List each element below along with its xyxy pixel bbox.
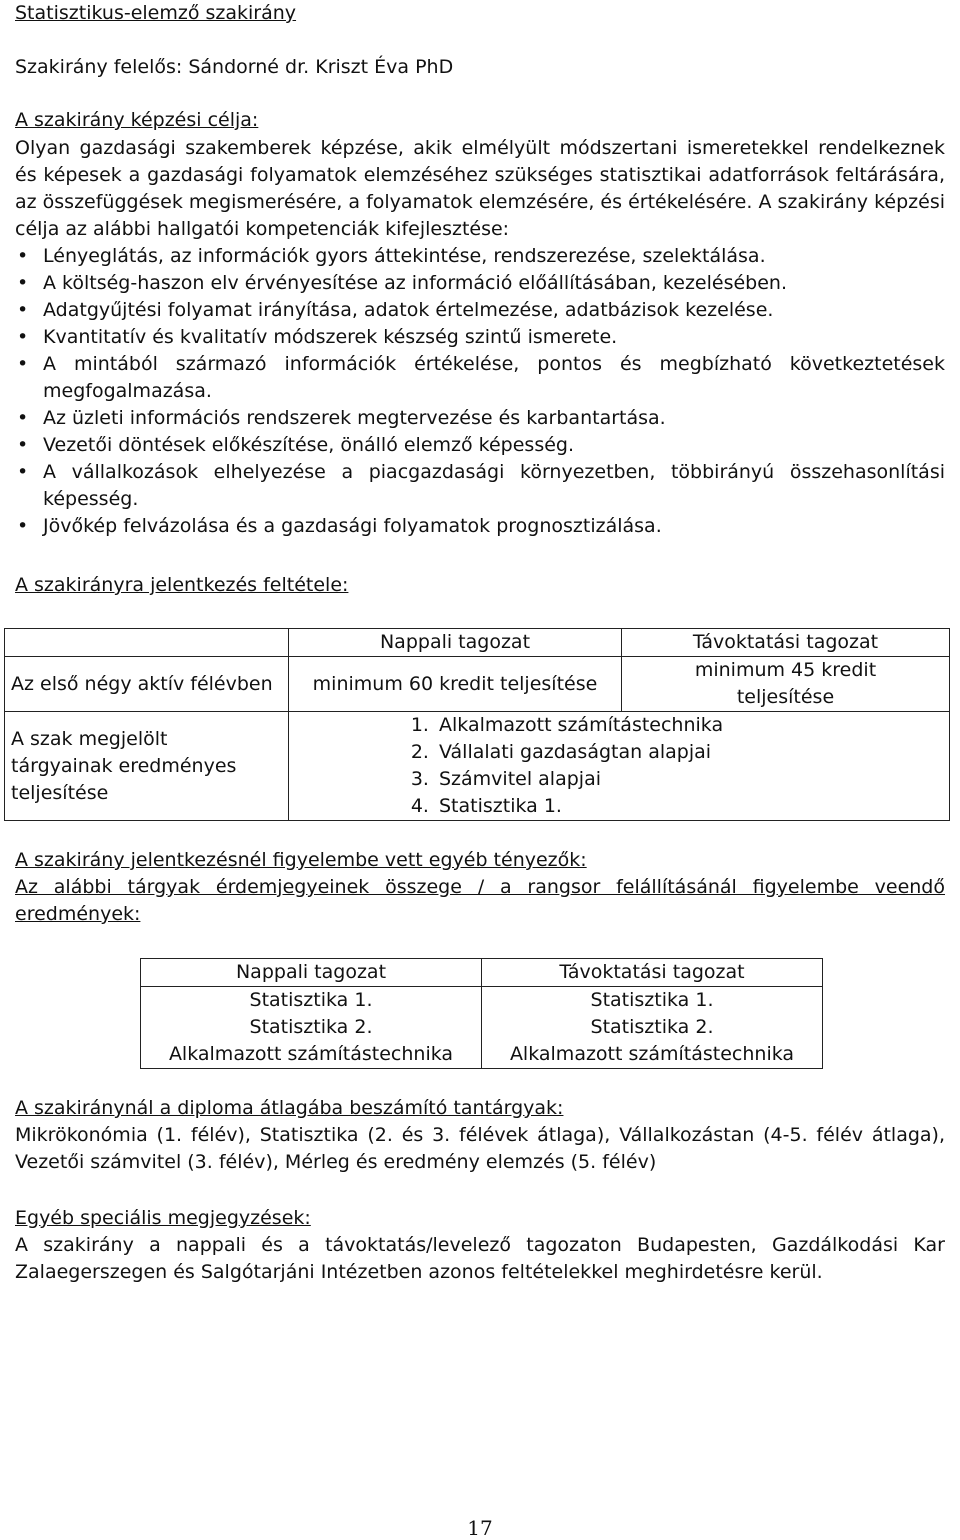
table-row-label: Az első négy aktív félévben [5, 657, 289, 712]
list-item: 1. Alkalmazott számítástechnika [435, 712, 943, 739]
responsible-line [15, 54, 945, 81]
table-cell-distance: minimum 45 kredit teljesítése [622, 657, 950, 712]
application-table [4, 628, 950, 821]
application-heading: A szakirányra jelentkezés feltétele: [15, 574, 349, 596]
goal-section [15, 135, 945, 540]
goal-heading: A szakirány képzési célja: [15, 109, 259, 131]
table-header-day: Nappali tagozat [289, 629, 622, 657]
ranking-header-day: Nappali tagozat [141, 959, 482, 987]
list-item: 4. Statisztika 1. [435, 793, 943, 820]
table-row [5, 629, 950, 657]
diploma-heading: A szakiránynál a diploma átlagába beszámító tantárgyak: [15, 1097, 564, 1119]
ranking-distance-item: Alkalmazott számítástechnika [509, 1043, 795, 1065]
table-row [141, 987, 823, 1069]
list-item: 3. Számvitel alapjai [435, 766, 943, 793]
ranking-distance-item: Statisztika 2. [590, 1016, 714, 1038]
responsible-prefix: Szakirány felelős: [15, 56, 189, 78]
list-item: • Vezetői döntések előkészítése, önálló elemző képesség. [15, 432, 945, 459]
list-item: • Jövőkép felvázolása és a gazdasági folyamatok prognosztizálása. [15, 513, 945, 540]
list-item: • Adatgyűjtési folyamat irányítása, adatok értelmezése, adatbázisok kezelése. [15, 297, 945, 324]
list-item: 2. Vállalati gazdaságtan alapjai [435, 739, 943, 766]
competence-list [15, 243, 945, 540]
list-item: • Kvantitatív és kvalitatív módszerek készség szintű ismerete. [15, 324, 945, 351]
ranking-distance-cell [482, 987, 823, 1069]
table-row [141, 959, 823, 987]
responsible-name: Sándorné dr. Kriszt Éva PhD [188, 56, 454, 78]
table-cell [5, 629, 289, 657]
factors-heading: A szakirány jelentkezésnél figyelembe vett egyéb tényezők: [15, 849, 587, 871]
competence-intro: A szakirány képzési célja az alábbi hallgatói kompetenciák kifejlesztése: [15, 191, 945, 240]
ranking-day-item: Statisztika 2. [249, 1016, 373, 1038]
list-item: • A mintából származó információk értékelése, pontos és megbízható következtetések megfogalmazása. [15, 351, 945, 405]
required-subjects-cell [289, 712, 950, 821]
ranking-day-item: Statisztika 1. [249, 989, 373, 1011]
list-item: • A vállalkozások elhelyezése a piacgazdasági környezetben, többirányú összehasonlítási képesség. [15, 459, 945, 513]
list-item: • Lényeglátás, az információk gyors áttekintése, rendszerezése, szelektálása. [15, 243, 945, 270]
table-row [5, 657, 950, 712]
ranking-day-cell [141, 987, 482, 1069]
notes-heading: Egyéb speciális megjegyzések: [15, 1207, 311, 1229]
factors-subheading: Az alábbi tárgyak érdemjegyeinek összege / a rangsor felállításánál figyelembe veendő eredmények: [15, 876, 945, 925]
required-subjects-list [401, 712, 943, 820]
page-title: Statisztikus-elemző szakirány [15, 2, 297, 24]
ranking-table [140, 958, 823, 1069]
ranking-header-distance: Távoktatási tagozat [482, 959, 823, 987]
table-row [5, 712, 950, 821]
ranking-day-item: Alkalmazott számítástechnika [168, 1043, 454, 1065]
notes-text: A szakirány a nappali és a távoktatás/levelező tagozaton Budapesten, Gazdálkodási Kar Zalaegerszegen és Salgótarjáni Intézetben azonos feltételekkel meghirdetésre kerül. [15, 1234, 945, 1283]
diploma-text: Mikrökonómia (1. félév), Statisztika (2. és 3. félévek átlaga), Vállalkozástan (4-5. félév átlaga), Vezetői számvitel (3. félév), Mérleg és eredmény elemzés (5. félév) [15, 1124, 945, 1173]
table-row-label: A szak megjelölt tárgyainak eredményes teljesítése [5, 712, 289, 821]
table-cell-day: minimum 60 kredit teljesítése [289, 657, 622, 712]
table-header-distance: Távoktatási tagozat [622, 629, 950, 657]
page-number: 17 [467, 1516, 493, 1540]
ranking-distance-item: Statisztika 1. [590, 989, 714, 1011]
goal-paragraph: Olyan gazdasági szakemberek képzése, akik elmélyült módszertani ismeretekkel rendelkeznek és képesek a gazdasági folyamatok elemzéséhez szükséges statisztikai adatforrások feltárására, az összefüggések megismerésére, a folyamatok elemzésére, és értékelésére. [15, 137, 945, 213]
list-item: • Az üzleti információs rendszerek megtervezése és karbantartása. [15, 405, 945, 432]
list-item: • A költség-haszon elv érvényesítése az információ előállításában, kezelésében. [15, 270, 945, 297]
